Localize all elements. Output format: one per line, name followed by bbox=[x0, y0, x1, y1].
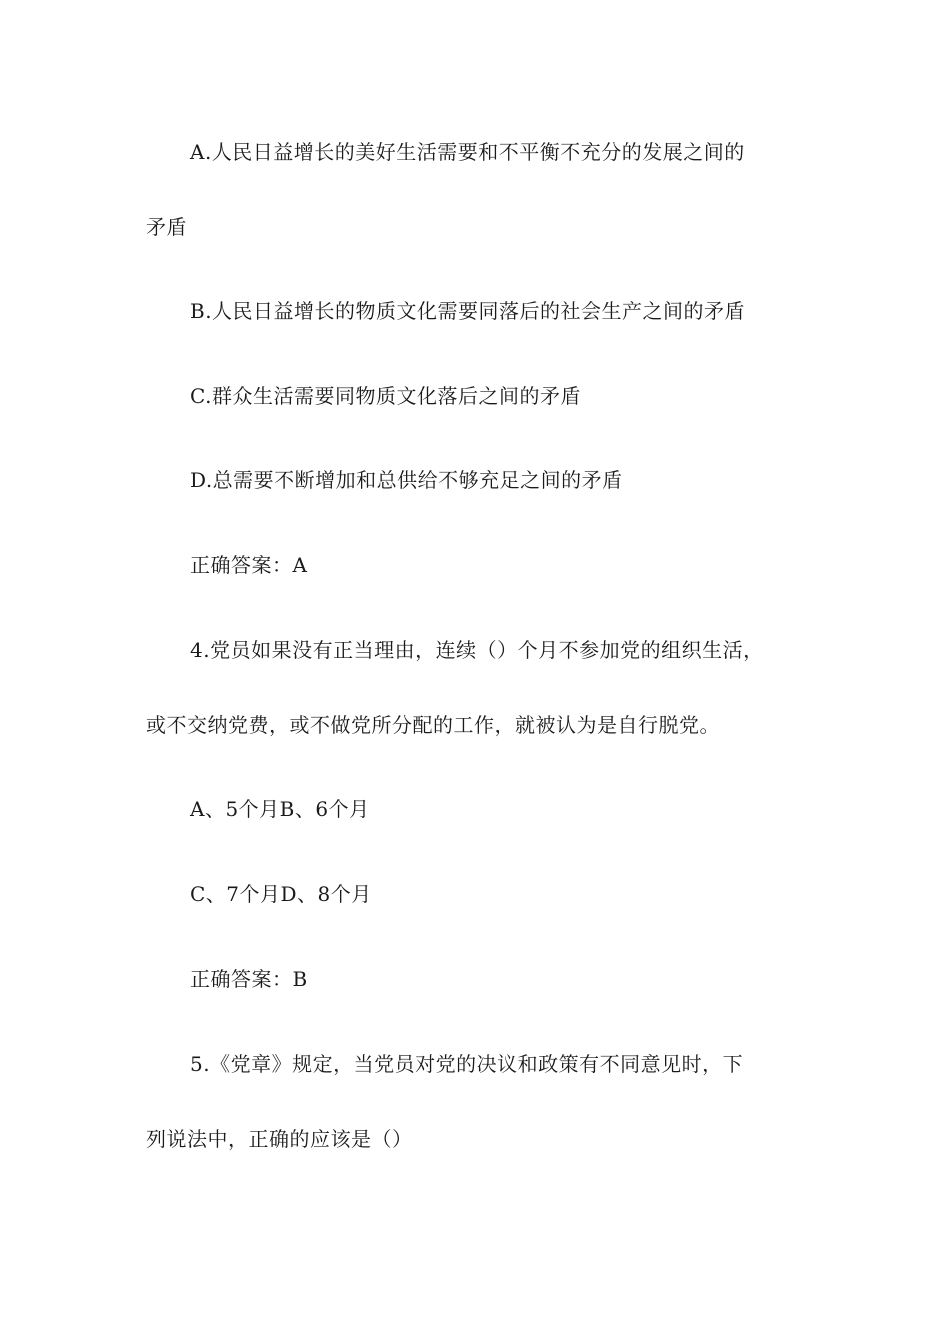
q3-answer: 正确答案：A bbox=[190, 553, 308, 577]
q3-option-b: B.人民日益增长的物质文化需要同落后的社会生产之间的矛盾 bbox=[190, 299, 746, 323]
q5-stem-line2: 列说法中，正确的应该是（） bbox=[146, 1127, 413, 1151]
q4-answer: 正确答案：B bbox=[190, 967, 308, 991]
q4-stem-line2: 或不交纳党费，或不做党所分配的工作，就被认为是自行脱党。 bbox=[146, 713, 720, 737]
q3-option-a-line1: A.人民日益增长的美好生活需要和不平衡不充分的发展之间的 bbox=[190, 140, 745, 164]
q4-stem-line1: 4.党员如果没有正当理由，连续（）个月不参加党的组织生活， bbox=[190, 638, 764, 662]
q3-option-d: D.总需要不断增加和总供给不够充足之间的矛盾 bbox=[190, 468, 623, 492]
q4-options-ab: A、5个月B、6个月 bbox=[190, 797, 370, 821]
q3-option-c: C.群众生活需要同物质文化落后之间的矛盾 bbox=[190, 384, 581, 408]
q3-option-a-line2: 矛盾 bbox=[146, 215, 187, 239]
q4-options-cd: C、7个月D、8个月 bbox=[190, 882, 372, 906]
q5-stem-line1: 5.《党章》规定，当党员对党的决议和政策有不同意见时，下 bbox=[190, 1052, 744, 1076]
